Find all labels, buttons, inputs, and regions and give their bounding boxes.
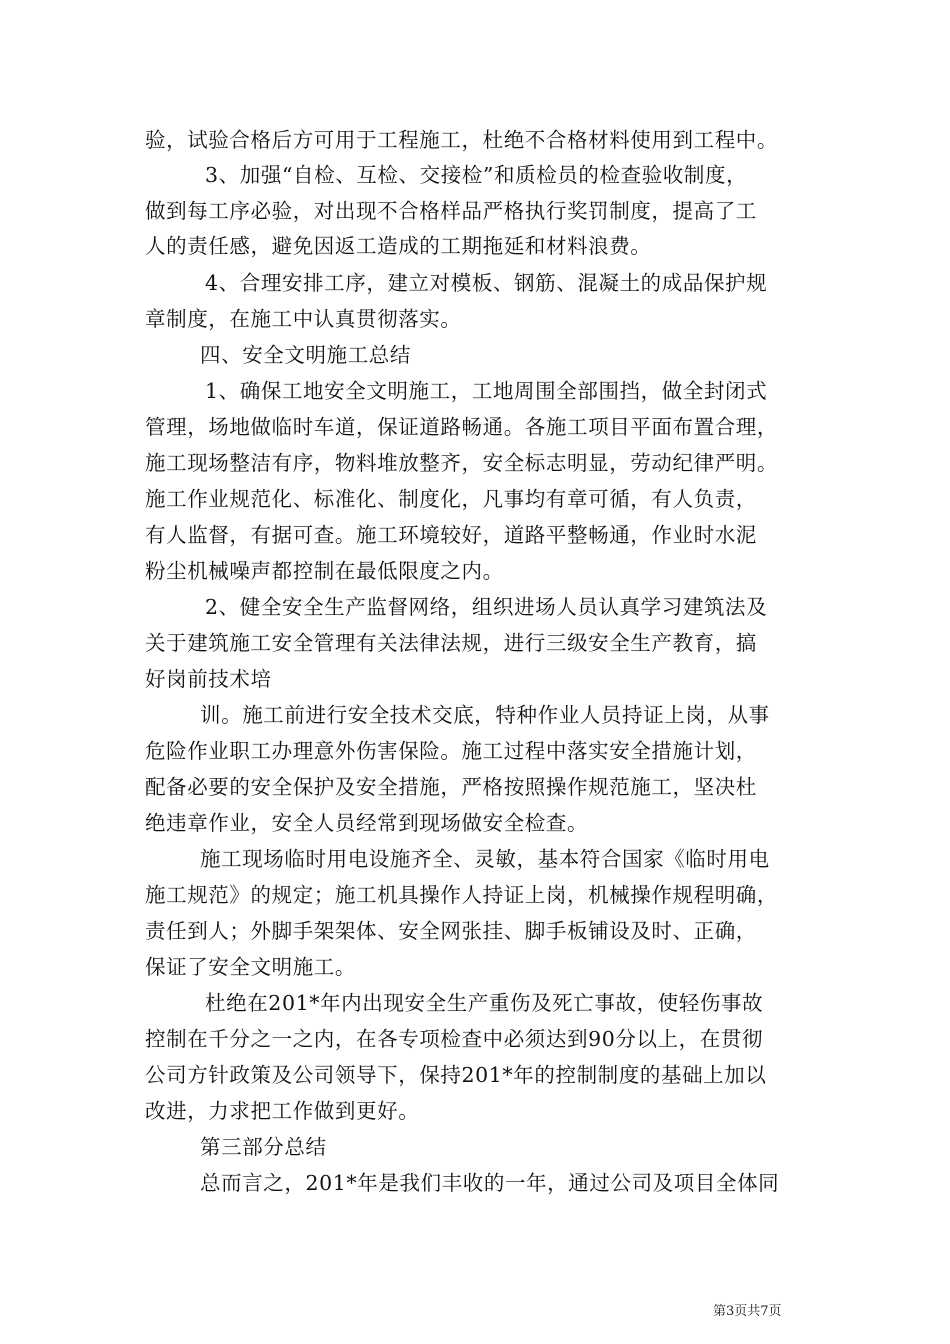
text-line: 杜绝在201*年内出现安全生产重伤及死亡事故，使轻伤事故 (205, 991, 764, 1015)
text-line: 2、健全安全生产监督网络，组织进场人员认真学习建筑法及 (205, 595, 768, 619)
text-line: 配备必要的安全保护及安全措施，严格按照操作规范施工，坚决杜 (145, 775, 757, 799)
text-line: 做到每工序必验，对出现不合格样品严格执行奖罚制度，提高了工 (145, 199, 757, 223)
text-line: 人的责任感，避免因返工造成的工期拖延和材料浪费。 (145, 234, 652, 258)
text-line: 改进，力求把工作做到更好。 (145, 1099, 420, 1123)
text-line: 3、加强“自检、互检、交接检”和质检员的检查验收制度， (205, 163, 748, 187)
text-line: 责任到人；外脚手架架体、安全网张挂、脚手板铺设及时、正确， (145, 919, 757, 943)
text-line: 1、确保工地安全文明施工，工地周围全部围挡，做全封闭式 (205, 379, 768, 403)
text-line: 4、合理安排工序，建立对模板、钢筋、混凝土的成品保护规 (205, 271, 768, 295)
section-heading: 第三部分总结 (200, 1135, 327, 1159)
text-line: 公司方针政策及公司领导下，保持201*年的控制制度的基础上加以 (145, 1063, 767, 1087)
text-line: 绝违章作业，安全人员经常到现场做安全检查。 (145, 811, 589, 835)
text-line: 控制在千分之一之内，在各专项检查中必须达到90分以上，在贯彻 (145, 1027, 764, 1051)
text-line: 施工作业规范化、标准化、制度化，凡事均有章可循，有人负责， (145, 487, 757, 511)
text-line: 危险作业职工办理意外伤害保险。施工过程中落实安全措施计划， (145, 739, 757, 763)
text-line: 验，试验合格后方可用于工程施工，杜绝不合格材料使用到工程中。 (145, 128, 778, 152)
text-line: 施工现场整洁有序，物料堆放整齐，安全标志明显，劳动纪律严明。 (145, 451, 778, 475)
text-line: 总而言之，201*年是我们丰收的一年，通过公司及项目全体同 (200, 1171, 780, 1195)
text-line: 管理，场地做临时车道，保证道路畅通。各施工项目平面布置合理， (145, 415, 778, 439)
page-number: 第3页共7页 (713, 1304, 782, 1319)
text-line: 保证了安全文明施工。 (145, 955, 356, 979)
text-line: 训。施工前进行安全技术交底，特种作业人员持证上岗，从事 (200, 703, 770, 727)
text-line: 施工现场临时用电设施齐全、灵敏，基本符合国家《临时用电 (200, 847, 770, 871)
text-line: 章制度，在施工中认真贯彻落实。 (145, 307, 462, 331)
text-line: 粉尘机械噪声都控制在最低限度之内。 (145, 559, 504, 583)
text-line: 好岗前技术培 (145, 667, 272, 691)
text-line: 有人监督，有据可查。施工环境较好，道路平整畅通，作业时水泥 (145, 523, 757, 547)
text-line: 施工规范》的规定；施工机具操作人持证上岗，机械操作规程明确， (145, 883, 778, 907)
text-line: 关于建筑施工安全管理有关法律法规，进行三级安全生产教育，搞 (145, 631, 757, 655)
section-heading: 四、安全文明施工总结 (200, 343, 411, 367)
